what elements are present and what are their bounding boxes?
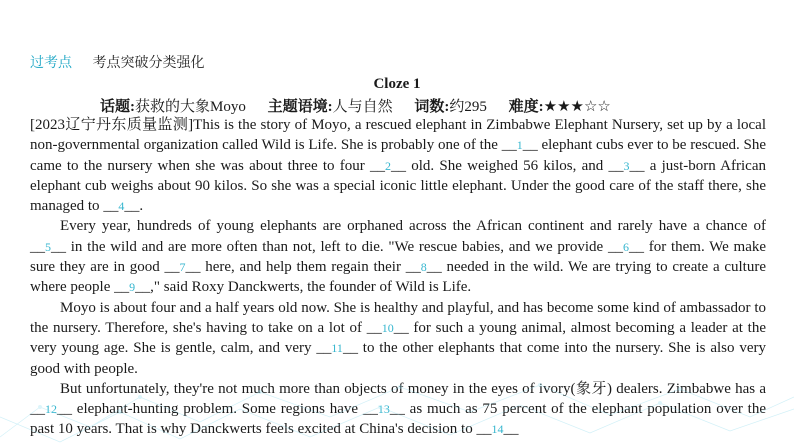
section-header bbox=[30, 52, 204, 72]
blank-13[interactable]: __13__ bbox=[362, 401, 405, 418]
cloze-passage bbox=[30, 115, 766, 440]
blank-9[interactable]: __9__ bbox=[114, 279, 151, 296]
section-label: 考点突破分类强化 bbox=[92, 55, 205, 71]
passage-meta bbox=[100, 95, 629, 116]
paragraph-1 bbox=[30, 115, 766, 216]
text-segment: needed in the wild. We are trying to create a culture where people bbox=[30, 259, 766, 296]
page-title: Cloze 1 bbox=[373, 76, 421, 92]
blank-4[interactable]: __4__ bbox=[103, 198, 140, 215]
blank-1[interactable]: __1__ bbox=[501, 137, 538, 154]
blank-14[interactable]: __14__ bbox=[476, 421, 519, 438]
blank-number: 3 bbox=[623, 158, 630, 173]
blank-2[interactable]: __2__ bbox=[370, 157, 406, 174]
blank-number: 1 bbox=[516, 138, 523, 153]
blank-7[interactable]: __7__ bbox=[164, 259, 201, 276]
blank-number: 13 bbox=[377, 402, 390, 417]
blank-8[interactable]: __8__ bbox=[405, 259, 442, 276]
blank-number: 10 bbox=[381, 320, 394, 335]
text-segment: elephant cubs ever to be rescued. She came to the nursery when she was about three to four bbox=[30, 137, 767, 174]
text-segment: old. She weighed 56 kilos, and bbox=[406, 157, 609, 174]
meta-words-value: 约295 bbox=[449, 99, 487, 115]
text-segment: elephant-hunting problem. Some regions have bbox=[72, 401, 363, 418]
blank-6[interactable]: __6__ bbox=[607, 238, 644, 255]
blank-12[interactable]: __12__ bbox=[30, 401, 72, 418]
meta-theme-value: 人与自然 bbox=[332, 99, 393, 115]
blank-number: 7 bbox=[179, 260, 186, 275]
text-segment: Every year, hundreds of young elephants are orphaned across the African continent and rarely have a chance of bbox=[60, 218, 766, 235]
blank-number: 14 bbox=[491, 422, 504, 437]
meta-difficulty-value: ★★★☆☆ bbox=[543, 99, 611, 115]
text-segment: as much as 75 percent of the elephant population over the past 10 years. That is why Danckwerts feels excited at China's decision to bbox=[30, 401, 766, 438]
blank-11[interactable]: __11__ bbox=[316, 340, 358, 357]
blank-5[interactable]: __5__ bbox=[30, 238, 66, 255]
text-segment: for such a young animal, almost becoming a leader at the very young age. She is gentle, calm, and very bbox=[30, 319, 766, 357]
meta-theme bbox=[268, 99, 393, 115]
blank-number: 9 bbox=[129, 280, 136, 295]
text-segment: for them. We make sure they are in good bbox=[30, 238, 767, 276]
text-segment: Moyo is about four and a half years old now. She is healthy and playful, and has become some kind of ambassador to the nursery. Therefore, she's having to take on a lot of bbox=[30, 299, 766, 336]
meta-difficulty bbox=[509, 99, 611, 115]
section-tag: 过考点 bbox=[30, 55, 72, 71]
blank-number: 6 bbox=[622, 239, 629, 254]
meta-difficulty-label: 难度: bbox=[508, 99, 544, 115]
blank-number: 4 bbox=[118, 199, 125, 214]
text-segment: ," said Roxy Danckwerts, the founder of Wild is Life. bbox=[150, 279, 472, 296]
meta-theme-label: 主题语境: bbox=[267, 99, 333, 115]
meta-topic-value: 获救的大象Moyo bbox=[135, 99, 246, 115]
blank-number: 2 bbox=[385, 158, 391, 173]
text-segment: a just-born African elephant cub weighs about 90 kilos. So she was a special iconic little elephant. Under the good care of the staff there, she managed to bbox=[30, 157, 766, 215]
meta-words bbox=[414, 99, 487, 115]
text-segment: here, and help them regain their bbox=[200, 259, 406, 276]
meta-topic-label: 话题: bbox=[100, 99, 135, 115]
blank-10[interactable]: __10__ bbox=[366, 319, 409, 336]
paragraph-3 bbox=[30, 298, 766, 379]
text-segment: . bbox=[139, 198, 144, 215]
blank-number: 8 bbox=[420, 260, 427, 275]
meta-topic bbox=[100, 99, 246, 115]
text-segment: But unfortunately, they're not much more than objects of money in the eyes of ivory(象牙) dealers. Zimbabwe has a bbox=[60, 380, 766, 397]
blank-number: 12 bbox=[45, 402, 57, 417]
meta-words-label: 词数: bbox=[414, 99, 450, 115]
blank-number: 11 bbox=[331, 341, 343, 356]
paragraph-2 bbox=[30, 216, 766, 297]
text-segment: to the other elephants that come into the nursery. She is also very good with people. bbox=[30, 340, 766, 377]
blank-3[interactable]: __3__ bbox=[608, 157, 645, 174]
blank-number: 5 bbox=[45, 239, 51, 254]
text-segment: [2023辽宁丹东质量监测]This is the story of Moyo, a rescued elephant in Zimbabwe Elephant Nursery, set up by a local non-governmental organization called Wild is Life. She is probably one of the bbox=[30, 117, 766, 154]
paragraph-4 bbox=[30, 379, 766, 440]
text-segment: in the wild and are more often than not, left to die. "We rescue babies, and we provide bbox=[66, 238, 608, 255]
